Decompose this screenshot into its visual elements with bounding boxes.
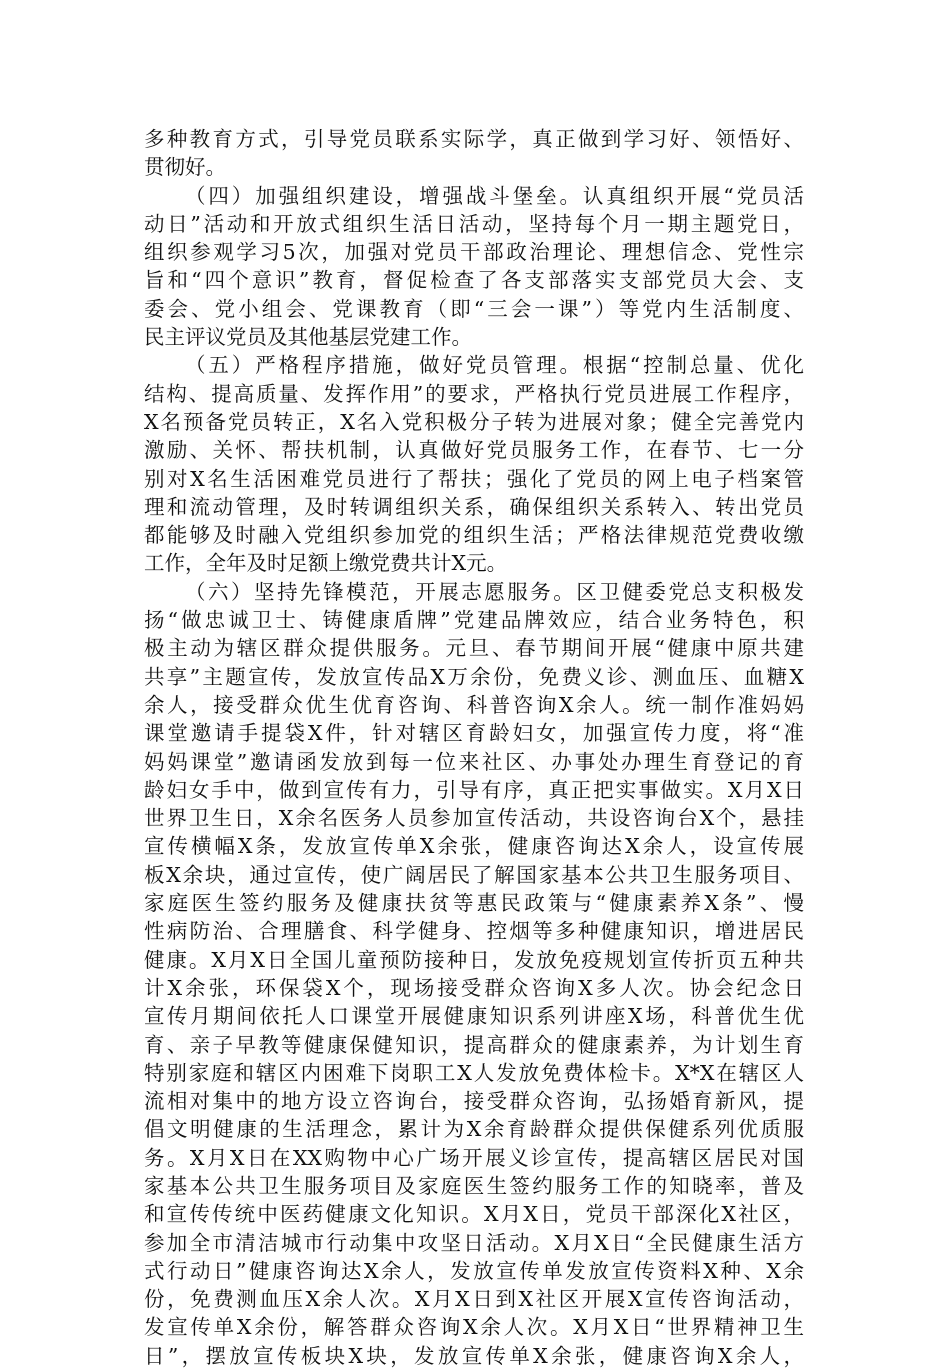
text-line: 家基本公共卫生服务项目及家庭医生签约服务工作的知晓率，普及 [144,1173,804,1198]
text-line: 都能够及时融入党组织参加党的组织生活；严格法律规范党费收缴 [144,523,804,548]
paragraph-heading-5: （五）严格程序措施，做好党员管理。根据“控制总量、优化 [185,353,804,378]
text-line: 委会、党小组会、党课教育（即“三会一课”）等党内生活制度、 [144,296,804,321]
text-line: 倡文明健康的生活理念，累计为X余育龄群众提供保健系列优质服 [144,1117,804,1142]
text-line: 扬“做忠诚卫士、铸健康盾牌”党建品牌效应，结合业务特色，积 [144,608,804,633]
text-line: 民主评议党员及其他基层党建工作。 [144,325,472,350]
text-line: 育、亲子早教等健康保健知识，提高群众的健康素养，为计划生育 [144,1032,804,1057]
text-line: 动日”活动和开放式组织生活日活动，坚持每个月一期主题党日， [144,211,804,236]
text-line: 极主动为辖区群众提供服务。元旦、春节期间开展“健康中原共建 [144,636,804,661]
text-line: 结构、提高质量、发挥作用”的要求，严格执行党员进展工作程序， [144,381,804,406]
text-line: 理和流动管理，及时转调组织关系，确保组织关系转入、转出党员 [144,494,804,519]
text-line: 余人，接受群众优生优育咨询、科普咨询X余人。统一制作准妈妈 [144,692,804,717]
text-line: 发宣传单X余份，解答群众咨询X余人次。X月X日“世界精神卫生 [144,1315,804,1340]
text-line: 计X余张，环保袋X个，现场接受群众咨询X多人次。协会纪念日 [144,975,804,1000]
text-line: 式行动日”健康咨询达X余人，发放宣传单发放宣传资料X种、X余 [144,1258,804,1283]
text-line: 旨和“四个意识”教育，督促检查了各支部落实支部党员大会、支 [144,268,804,293]
text-line: X名预备党员转正，X名入党积极分子转为进展对象；健全完善党内 [144,409,804,434]
text-line: 组织参观学习5次，加强对党员干部政治理论、理想信念、党性宗 [144,240,804,265]
text-line: 务。X月X日在XX购物中心广场开展义诊宣传，提高辖区居民对国 [144,1145,804,1170]
text-line: 别对X名生活困难党员进行了帮扶；强化了党员的网上电子档案管 [144,466,804,491]
text-line: 宣传月期间依托人口课堂开展健康知识系列讲座X场，科普优生优 [144,1004,804,1029]
text-line: 份，免费测血压X余人次。X月X日到X社区开展X宣传咨询活动， [144,1287,804,1312]
text-line: 课堂邀请手提袋X件，针对辖区育龄妇女，加强宣传力度，将“准 [144,721,804,746]
text-line: 日”，摆放宣传板块X块，发放宣传单X余张，健康咨询X余人， [144,1343,804,1368]
text-line: 性病防治、合理膳食、科学健身、控烟等多种健康知识，增进居民 [144,919,804,944]
text-line: 多种教育方式，引导党员联系实际学，真正做到学习好、领悟好、 [144,127,804,151]
text-line: 龄妇女手中，做到宣传有力，引导有序，真正把实事做实。X月X日 [144,777,804,802]
text-line: 健康。X月X日全国儿童预防接种日，发放免疫规划宣传折页五种共 [144,947,804,972]
text-line: 家庭医生签约服务及健康扶贫等惠民政策与“健康素养X条”、慢 [144,891,804,916]
paragraph-heading-6: （六）坚持先锋模范，开展志愿服务。区卫健委党总支积极发 [185,579,804,604]
text-line: 贯彻好。 [144,155,226,180]
text-line: 特别家庭和辖区内困难下岗职工X人发放免费体检卡。X*X在辖区人 [144,1060,804,1085]
text-line: 激励、关怀、帮扶机制，认真做好党员服务工作，在春节、七一分 [144,438,804,463]
text-line: 世界卫生日，X余名医务人员参加宣传活动，共设咨询台X个，悬挂 [144,806,804,831]
text-line: 妈妈课堂”邀请函发放到每一位来社区、办事处办理生育登记的育 [144,749,804,774]
text-line: 板X余块，通过宣传，使广阔居民了解国家基本公共卫生服务项目、 [144,862,804,887]
text-line: 参加全市清洁城市行动集中攻坚日活动。X月X日“全民健康生活方 [144,1230,804,1255]
text-line: 宣传横幅X条，发放宣传单X余张，健康咨询达X余人，设宣传展 [144,834,804,859]
body-text [144,125,804,1370]
text-line: 和宣传传统中医药健康文化知识。X月X日，党员干部深化X社区， [144,1202,804,1227]
text-line: 流相对集中的地方设立咨询台，接受群众咨询，弘扬婚育新风，提 [144,1089,804,1114]
paragraph-heading-4: （四）加强组织建设，增强战斗堡垒。认真组织开展“党员活 [185,183,804,208]
text-line: 共享”主题宣传，发放宣传品X万余份，免费义诊、测血压、血糖X [144,664,804,689]
text-line: 工作，全年及时足额上缴党费共计X元。 [144,551,508,576]
